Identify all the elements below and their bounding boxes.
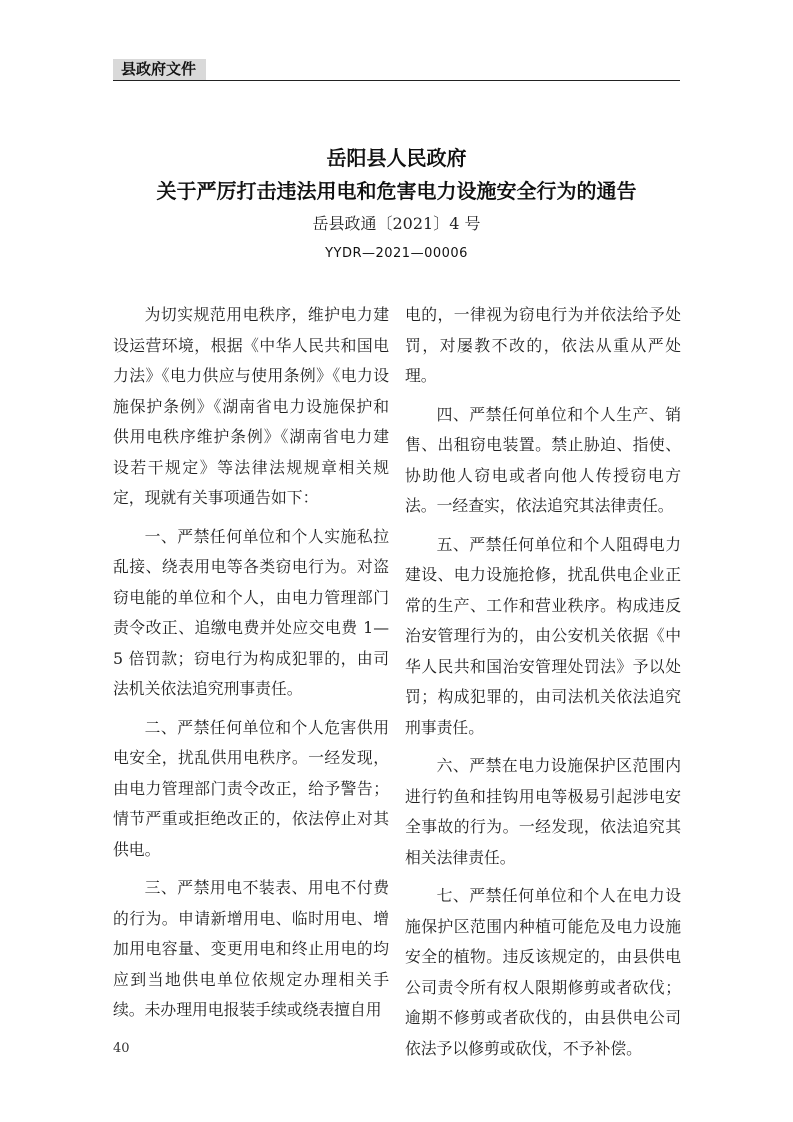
paragraph-item-4: 四、严禁任何单位和个人生产、销售、出租窃电装置。禁止胁迫、指使、协助他人窃电或者向他人传授窃电方法。一经查实，依法追究其法律责任。 bbox=[405, 404, 681, 515]
page-number: 40 bbox=[113, 1041, 130, 1056]
document-number: 岳县政通〔2021〕4 号 bbox=[312, 214, 481, 233]
registration-code: YYDR—2021—00006 bbox=[325, 246, 468, 261]
section-label: 县政府文件 bbox=[113, 59, 206, 80]
paragraph-item-1: 一、严禁任何单位和个人实施私拉乱接、绕表用电等各类窃电行为。对盗窃电能的单位和个人，由电力管理部门责令改正、追缴电费并处应交电费 1—5 倍罚款；窃电行为构成犯罪的，由司法机关依法追究刑事责任。 bbox=[113, 526, 389, 698]
paragraph-item-3: 三、严禁用电不装表、用电不付费的行为。申请新增用电、临时用电、增加用电容量、变更用电和终止用电的均应到当地供电单位依规定办理相关手续。未办理用电报装手续或绕表擅自用 bbox=[113, 878, 389, 1019]
document-title-line2: 关于严厉打击违法用电和危害电力设施安全行为的通告 bbox=[156, 179, 637, 203]
paragraph-item-7: 七、严禁任何单位和个人在电力设施保护区范围内种植可能危及电力设施安全的植物。违反该规定的，由县供电公司责令所有权人限期修剪或者砍伐；逾期不修剪或者砍伐的，由县供电公司依法予以修剪或砍伐，不予补偿。 bbox=[405, 886, 681, 1058]
paragraph-item-3-continued: 电的，一律视为窃电行为并依法给予处罚，对屡教不改的，依法从重从严处理。 bbox=[405, 305, 681, 385]
paragraph-intro: 为切实规范用电秩序，维护电力建设运营环境，根据《中华人民共和国电力法》《电力供应与使用条例》《电力设施保护条例》《湖南省电力设施保护和供用电秩序维护条例》《湖南省电力建设若干规定》等法律法规规章相关规定，现就有关事项通告如下： bbox=[113, 305, 389, 507]
paragraph-item-6: 六、严禁在电力设施保护区范围内进行钓鱼和挂钩用电等极易引起涉电安全事故的行为。一经发现，依法追究其相关法律责任。 bbox=[405, 756, 681, 867]
paragraph-item-2: 二、严禁任何单位和个人危害供用电安全，扰乱供用电秩序。一经发现，由电力管理部门责令改正，给予警告；情节严重或拒绝改正的，依法停止对其供电。 bbox=[113, 717, 389, 859]
body-column-right bbox=[405, 300, 681, 1072]
body-column-left bbox=[113, 300, 389, 1034]
header-divider bbox=[113, 80, 680, 81]
paragraph-item-5: 五、严禁任何单位和个人阻碍电力建设、电力设施抢修，扰乱供电企业正常的生产、工作和营业秩序。构成违反治安管理行为的，由公安机关依据《中华人民共和国治安管理处罚法》予以处罚；构成犯罪的，由司法机关依法追究刑事责任。 bbox=[405, 534, 681, 737]
document-title-line1: 岳阳县人民政府 bbox=[326, 146, 467, 170]
